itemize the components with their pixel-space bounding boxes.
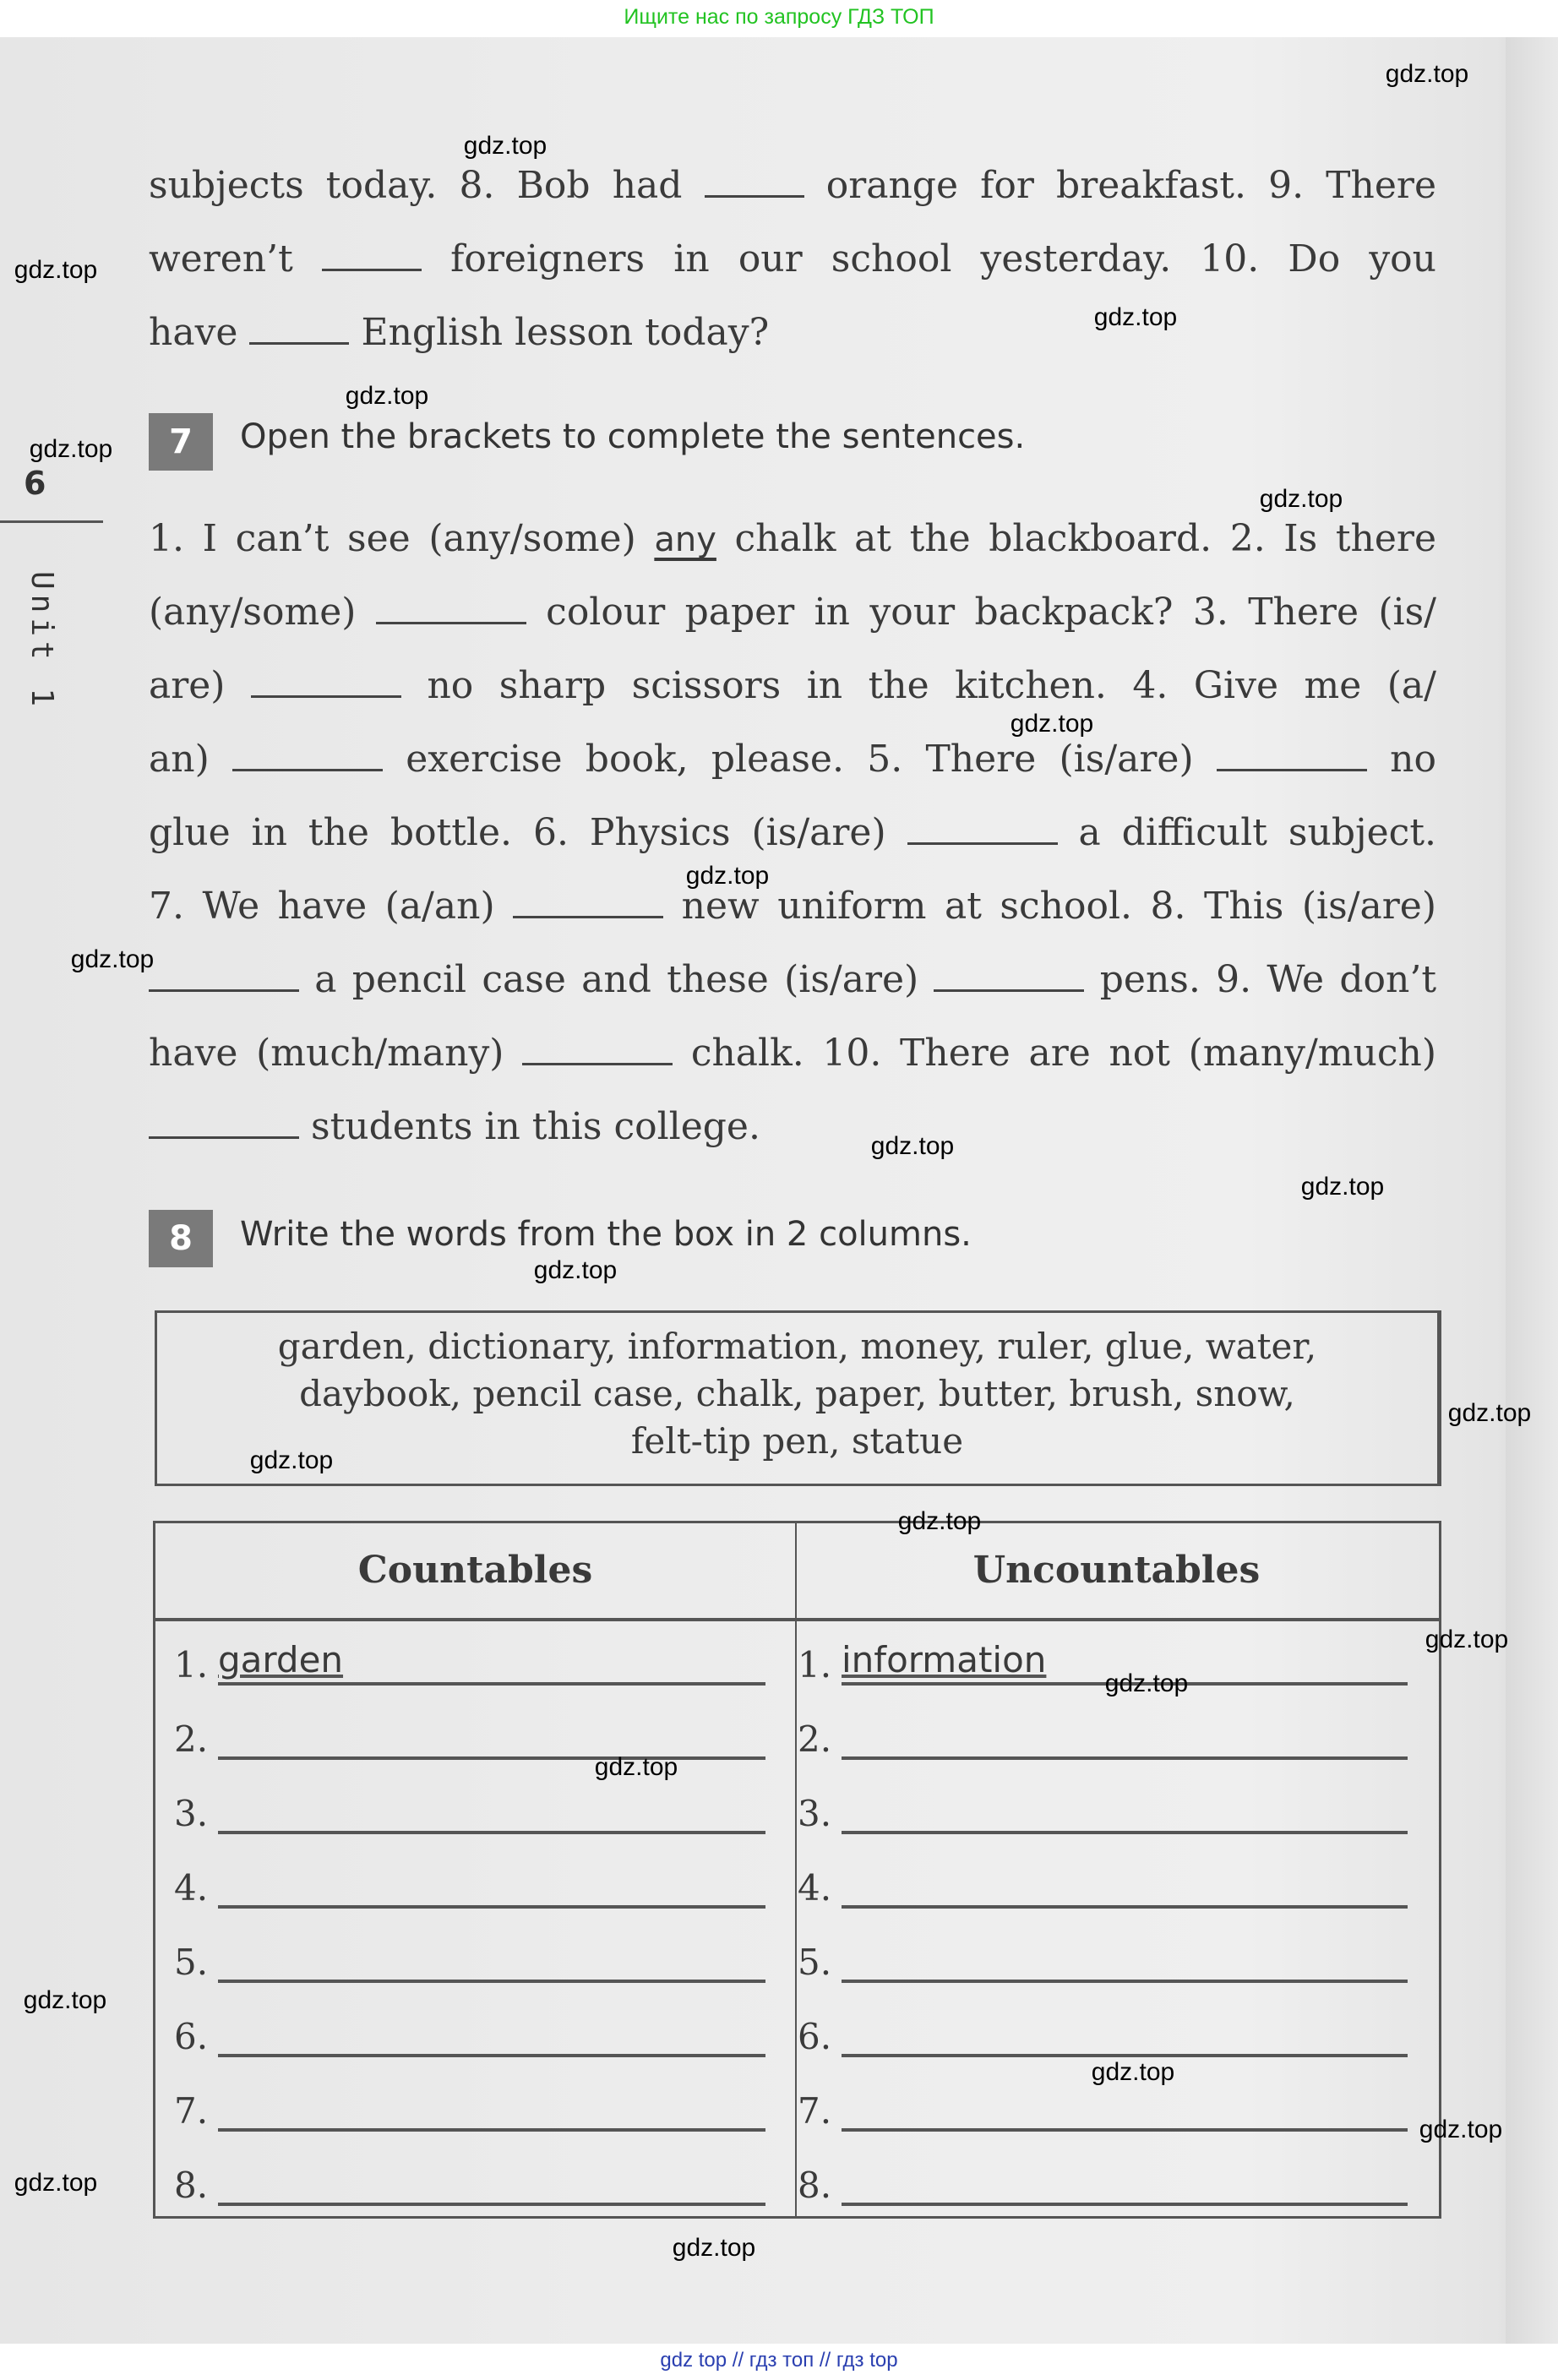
unit-label: Unit 1 (25, 571, 59, 712)
text-segment: students in this college. (311, 1105, 760, 1148)
text-line (149, 958, 1436, 1001)
watermark-text: gdz.top (29, 435, 113, 463)
text-line (149, 1105, 1436, 1148)
watermark-text: gdz.top (1447, 1399, 1532, 1427)
text-segment: 7. We have (a/an) (149, 885, 514, 928)
text-segment: an) (149, 738, 232, 781)
row-number: 3. (174, 1793, 209, 1834)
watermark-text: gdz.top (672, 2234, 756, 2262)
answer-blank[interactable] (149, 988, 299, 992)
top-banner (0, 0, 1558, 37)
watermark-text: gdz.top (1425, 1626, 1509, 1653)
watermark-text: gdz.top (249, 1446, 334, 1474)
watermark-text: gdz.top (1259, 485, 1343, 513)
text-line (149, 311, 1436, 354)
watermark-text: gdz.top (14, 2169, 98, 2197)
table-row (174, 1790, 765, 1834)
page-number: 6 (24, 465, 46, 502)
answer-field[interactable]: information (842, 1642, 1408, 1686)
countables-header: Countables (357, 1549, 593, 1592)
answer-field[interactable] (842, 1716, 1408, 1760)
text-segment: weren’t (149, 237, 322, 280)
table-row (798, 2162, 1408, 2206)
table-row (798, 2088, 1408, 2132)
row-number: 7. (174, 2090, 209, 2132)
table-row (174, 1639, 765, 1686)
row-number: 1. (174, 1644, 209, 1686)
row-number: 7. (798, 2090, 832, 2132)
text-line (149, 885, 1436, 928)
uncountables-header: Uncountables (972, 1549, 1261, 1592)
margin-divider (0, 520, 103, 523)
answer-blank[interactable] (907, 841, 1058, 845)
exercise-7-number: 7 (149, 413, 213, 471)
word-box-line: felt-tip pen, statue (630, 1420, 964, 1462)
word-box-line: daybook, pencil case, chalk, paper, butter, brush, snow, (299, 1373, 1295, 1414)
answer-blank[interactable] (232, 768, 383, 771)
table-row (798, 1716, 1408, 1760)
text-line (149, 237, 1436, 280)
answer-field[interactable] (218, 1790, 765, 1834)
answer-blank[interactable] (249, 341, 349, 345)
text-segment: chalk at the blackboard. 2. Is there (734, 517, 1436, 560)
table-row (798, 1639, 1408, 1686)
text-segment: have (much/many) (149, 1032, 523, 1075)
text-segment: a pencil case and these (is/are) (314, 958, 934, 1001)
answer-field[interactable] (842, 1865, 1408, 1909)
text-segment: exercise book, please. 5. There (is/are) (406, 738, 1217, 781)
row-number: 3. (798, 1793, 832, 1834)
text-segment: no (1390, 738, 1436, 781)
text-line (149, 664, 1436, 707)
text-segment: colour paper in your backpack? 3. There (is/ (546, 591, 1436, 634)
watermark-text: gdz.top (1093, 303, 1178, 331)
table-row (174, 2013, 765, 2057)
page-edge-shadow (1506, 37, 1558, 2344)
footer-links[interactable]: gdz top // гдз топ // гдз top (660, 2349, 898, 2372)
answer-field[interactable] (842, 2162, 1408, 2206)
row-number: 8. (174, 2165, 209, 2206)
answer-blank[interactable] (934, 988, 1084, 992)
answer-field[interactable] (218, 2162, 765, 2206)
header-divider (155, 1618, 1439, 1621)
text-segment: glue in the bottle. 6. Physics (is/are) (149, 811, 907, 854)
text-segment: are) (149, 664, 251, 707)
exercise-8-number: 8 (149, 1210, 213, 1267)
watermark-text: gdz.top (594, 1753, 678, 1781)
row-number: 5. (798, 1942, 832, 1983)
watermark-text: gdz.top (463, 132, 547, 160)
text-line (149, 517, 1436, 560)
answer-field[interactable] (842, 1790, 1408, 1834)
text-segment: (any/some) (149, 591, 376, 634)
text-line (149, 738, 1436, 781)
watermark-text: gdz.top (870, 1132, 955, 1160)
text-segment: have (149, 311, 250, 354)
banner-text[interactable]: Ищите нас по запросу ГДЗ ТОП (624, 5, 934, 29)
answer-blank[interactable] (149, 1136, 299, 1139)
watermark-text: gdz.top (345, 382, 429, 410)
watermark-text: gdz.top (897, 1507, 982, 1535)
answer-blank[interactable] (513, 915, 663, 918)
table-row (798, 1865, 1408, 1909)
text-segment: English lesson today? (361, 311, 770, 354)
answer-blank[interactable] (522, 1062, 673, 1065)
text-segment: no sharp scissors in the kitchen. 4. Give me (a/ (427, 664, 1436, 707)
table-row (174, 1865, 765, 1909)
watermark-text: gdz.top (533, 1256, 618, 1284)
table-row (174, 2088, 765, 2132)
watermark-text: gdz.top (23, 1986, 107, 2014)
answer-field[interactable] (842, 2013, 1408, 2057)
table-row (798, 1939, 1408, 1983)
answer-field[interactable] (218, 1939, 765, 1983)
answer-field[interactable] (842, 1939, 1408, 1983)
answer-blank[interactable] (251, 694, 401, 698)
text-segment: new uniform at school. 8. This (is/are) (681, 885, 1436, 928)
text-segment: pens. 9. We don’t (1099, 958, 1436, 1001)
text-line (149, 1032, 1436, 1075)
watermark-text: gdz.top (1300, 1173, 1385, 1201)
answer-field[interactable] (218, 1865, 765, 1909)
watermark-text: gdz.top (14, 256, 98, 284)
word-box (155, 1310, 1441, 1486)
text-segment: a difficult subject. (1078, 811, 1436, 854)
answer-field[interactable]: garden (218, 1642, 765, 1686)
watermark-text: gdz.top (1419, 2116, 1503, 2143)
row-number: 4. (798, 1867, 832, 1909)
column-divider (795, 1523, 797, 2216)
row-number: 6. (798, 2016, 832, 2057)
row-number: 6. (174, 2016, 209, 2057)
answer-field[interactable] (842, 2088, 1408, 2132)
text-segment: foreigners in our school yesterday. 10. Do you (450, 237, 1437, 280)
watermark-text: gdz.top (1385, 60, 1469, 88)
word-box-line: garden, dictionary, information, money, ruler, glue, water, (277, 1326, 1317, 1367)
row-number: 2. (174, 1718, 209, 1760)
text-segment: chalk. 10. There are not (many/much) (690, 1032, 1436, 1075)
footer (0, 2344, 1558, 2380)
answer-blank[interactable] (376, 621, 526, 624)
text-line (149, 164, 1436, 207)
answer-blank[interactable] (1217, 768, 1367, 771)
watermark-text: gdz.top (1091, 2058, 1175, 2086)
text-segment: orange for breakfast. 9. There (825, 164, 1436, 207)
text-segment: subjects today. 8. Bob had (149, 164, 705, 207)
exercise-8-title: Write the words from the box in 2 columns. (240, 1215, 972, 1254)
answer-field[interactable] (218, 1716, 765, 1760)
row-number: 2. (798, 1718, 832, 1760)
row-number: 4. (174, 1867, 209, 1909)
row-number: 5. (174, 1942, 209, 1983)
table-row (174, 2162, 765, 2206)
watermark-text: gdz.top (1010, 710, 1094, 738)
answer-field[interactable] (218, 2088, 765, 2132)
answer-blank[interactable] (322, 268, 422, 271)
row-number: 8. (798, 2165, 832, 2206)
answer-blank[interactable] (705, 194, 804, 198)
table-row (798, 2013, 1408, 2057)
watermark-text: gdz.top (70, 945, 155, 973)
answer-field[interactable] (218, 2013, 765, 2057)
table-row (798, 1790, 1408, 1834)
exercise-7-title: Open the brackets to complete the sentences. (240, 417, 1026, 456)
handwritten-answer: any (654, 520, 716, 559)
watermark-text: gdz.top (1104, 1669, 1189, 1697)
text-segment: 1. I can’t see (any/some) (149, 517, 655, 560)
table-row (174, 1939, 765, 1983)
row-number: 1. (798, 1644, 832, 1686)
columns-table (153, 1521, 1441, 2219)
text-line (149, 811, 1436, 854)
text-line (149, 591, 1436, 634)
watermark-text: gdz.top (685, 862, 770, 890)
